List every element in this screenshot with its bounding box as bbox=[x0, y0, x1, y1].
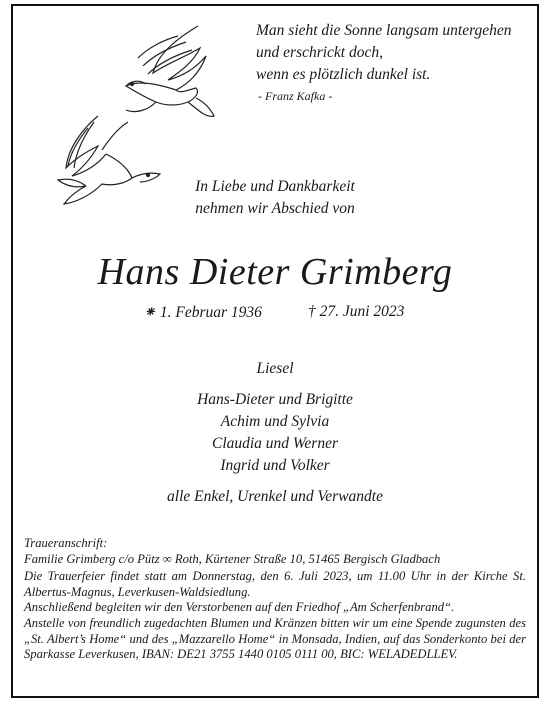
family-member: Achim und Sylvia bbox=[220, 413, 330, 430]
family-member: Claudia und Werner bbox=[211, 435, 338, 452]
burial-details: Anschließend begleiten wir den Verstorbenen auf den Friedhof „Am Scherfenbrand“. bbox=[24, 600, 455, 615]
ceremony-details: Die Trauerfeier findet statt am Donnerstag, den 6. Juli 2023, um 11.00 Uhr in der Kirche St. Albertus-Magnus, Leverkusen-Waldsiedlung. bbox=[24, 569, 526, 599]
kafka-quote bbox=[256, 20, 512, 86]
quote-line: Man sieht die Sonne langsam untergehen bbox=[256, 22, 512, 39]
mourning-address: Familie Grimberg c/o Pütz ∞ Roth, Kürtener Straße 10, 51465 Bergisch Gladbach bbox=[24, 551, 441, 566]
dove-upper-icon bbox=[126, 26, 214, 116]
address-label: Traueranschrift: bbox=[24, 536, 108, 550]
spouse-name: Liesel bbox=[256, 360, 294, 377]
mourners-list bbox=[0, 358, 550, 508]
other-relatives: alle Enkel, Urenkel und Verwandte bbox=[167, 488, 383, 505]
intro-line: In Liebe und Dankbarkeit bbox=[195, 178, 355, 195]
family-member: Hans-Dieter und Brigitte bbox=[197, 391, 353, 408]
farewell-intro bbox=[0, 176, 550, 220]
family-member: Ingrid und Volker bbox=[220, 457, 330, 474]
death-date: † 27. Juni 2023 bbox=[308, 303, 405, 320]
donation-request: Anstelle von freundlich zugedachten Blumen und Kränzen bitten wir um eine Spende zugunsten des „St. Albert’s Home“ und des „Mazzarello Home“ in Monsada, Indien, auf das Sonderkonto bei der Sparkasse Leverkusen, IBAN: DE21 3755 1440 0105 0111 00, BIC: WELADEDLLEV. bbox=[24, 615, 526, 662]
funeral-info bbox=[24, 536, 526, 663]
birth-date: ⁕ 1. Februar 1936 bbox=[143, 304, 262, 321]
quote-line: wenn es plötzlich dunkel ist. bbox=[256, 66, 431, 83]
quote-author: - Franz Kafka - bbox=[258, 89, 333, 103]
intro-line: nehmen wir Abschied von bbox=[195, 200, 355, 217]
deceased-name: Hans Dieter Grimberg bbox=[97, 251, 453, 293]
quote-line: und erschrickt doch, bbox=[256, 44, 383, 61]
